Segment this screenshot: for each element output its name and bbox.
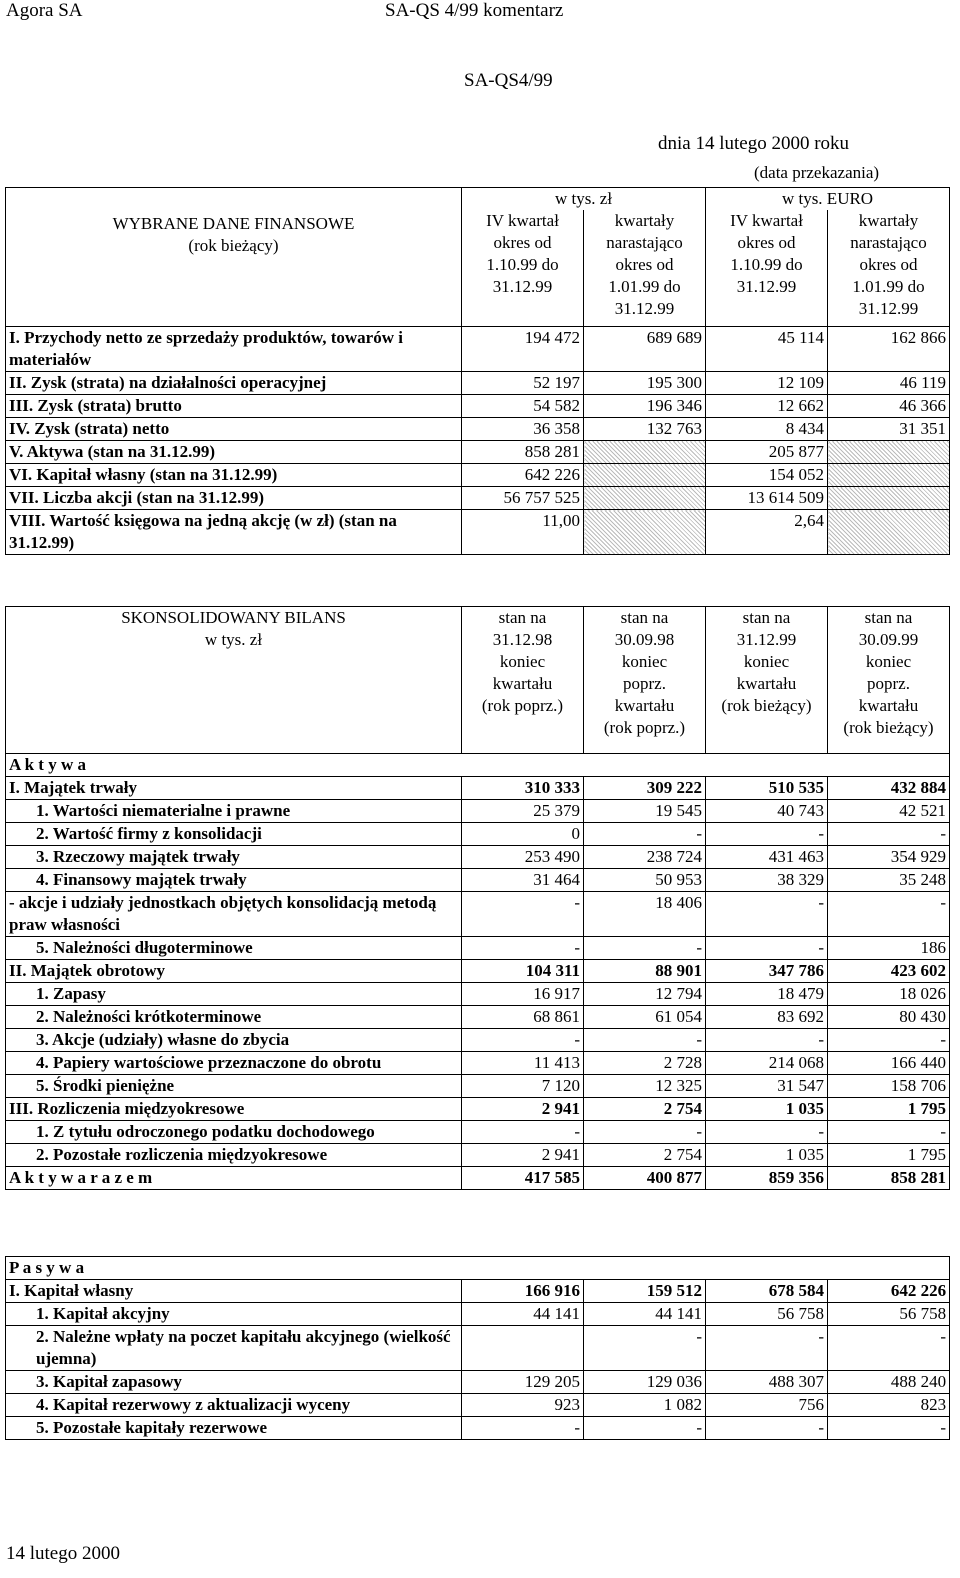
row-label: V. Aktywa (stan na 31.12.99) [6, 441, 462, 464]
col-header-quarter-pln [462, 210, 584, 327]
row-value: 205 877 [706, 441, 828, 464]
row-value: - [584, 1417, 706, 1440]
fin-subtitle: (rok bieżący) [188, 236, 279, 255]
row-value: 129 036 [584, 1371, 706, 1394]
row-value: 44 141 [462, 1303, 584, 1326]
liabilities-heading-row [6, 1257, 950, 1280]
col-header-line: poprz. [623, 674, 666, 693]
row-value: 417 585 [462, 1167, 584, 1190]
row-value: 11,00 [462, 510, 584, 555]
row-label: 2. Pozostałe rozliczenia międzyokresowe [6, 1144, 462, 1167]
col-header-line: stan na [498, 608, 547, 627]
section-heading: P a s y w a [6, 1257, 950, 1280]
row-value: 38 329 [706, 869, 828, 892]
row-value: 46 366 [828, 395, 950, 418]
row-value: - [828, 1417, 950, 1440]
row-value: 678 584 [706, 1280, 828, 1303]
col-header-line: 31.12.99 [492, 277, 553, 296]
row-value: 196 346 [584, 395, 706, 418]
row-value: 423 602 [828, 960, 950, 983]
balance-title: SKONSOLIDOWANY BILANS [121, 608, 346, 627]
footer-date: 14 lutego 2000 [6, 1543, 120, 1564]
row-label: 1. Kapitał akcyjny [6, 1303, 462, 1326]
row-value: 488 240 [828, 1371, 950, 1394]
row-value: 253 490 [462, 846, 584, 869]
row-value: 1 795 [828, 1098, 950, 1121]
col-header-line: IV kwartał [730, 211, 803, 230]
table-row [6, 1052, 950, 1075]
table-row [6, 1098, 950, 1121]
table-row [6, 823, 950, 846]
row-value: 642 226 [462, 464, 584, 487]
row-value: 166 440 [828, 1052, 950, 1075]
row-value: 823 [828, 1394, 950, 1417]
row-value: - [462, 937, 584, 960]
row-value: 25 379 [462, 800, 584, 823]
col-header-line: 1.10.99 do [730, 255, 803, 274]
row-label: 1. Zapasy [6, 983, 462, 1006]
table-row [6, 1394, 950, 1417]
row-value: 2 941 [462, 1098, 584, 1121]
col-header-line: koniec [499, 652, 546, 671]
col-header-line: okres od [737, 233, 796, 252]
row-label: 1. Z tytułu odroczonego podatku dochodowego [6, 1121, 462, 1144]
row-value: - [706, 1326, 828, 1371]
row-value: 2 941 [462, 1144, 584, 1167]
row-value: 56 757 525 [462, 487, 584, 510]
row-value: 510 535 [706, 777, 828, 800]
col-header-line: okres od [615, 255, 674, 274]
row-value: - [706, 823, 828, 846]
col-header-line: kwartały [858, 211, 919, 230]
table-row [6, 1144, 950, 1167]
row-label: II. Zysk (strata) na działalności operacyjnej [6, 372, 462, 395]
table-row [6, 800, 950, 823]
row-value: 488 307 [706, 1371, 828, 1394]
row-value: 44 141 [584, 1303, 706, 1326]
row-value: 56 758 [828, 1303, 950, 1326]
row-value: - [706, 1417, 828, 1440]
row-value: 159 512 [584, 1280, 706, 1303]
col-header-line: stan na [742, 608, 791, 627]
col-header-line: 31.12.99 [736, 630, 797, 649]
row-value: 158 706 [828, 1075, 950, 1098]
row-value: 31 464 [462, 869, 584, 892]
hatched-empty-cell [584, 464, 706, 487]
row-value: 54 582 [462, 395, 584, 418]
row-value: 31 547 [706, 1075, 828, 1098]
row-value: 18 406 [584, 892, 706, 937]
col-header-line: stan na [864, 608, 913, 627]
section-heading: A k t y w a [6, 754, 950, 777]
table-row [6, 327, 950, 372]
row-label: 5. Należności długoterminowe [6, 937, 462, 960]
row-label: 3. Akcje (udziały) własne do zbycia [6, 1029, 462, 1052]
row-label: 1. Wartości niematerialne i prawne [6, 800, 462, 823]
col-header-line: koniec [621, 652, 668, 671]
table-row [6, 464, 950, 487]
row-value: 16 917 [462, 983, 584, 1006]
balance-subtitle: w tys. zł [204, 630, 263, 649]
hatched-empty-cell [828, 510, 950, 555]
table-row [6, 1167, 950, 1190]
row-value: 129 205 [462, 1371, 584, 1394]
col-header-line: kwartału [492, 674, 553, 693]
row-value: 2 728 [584, 1052, 706, 1075]
hatched-empty-cell [828, 441, 950, 464]
col-header-line: koniec [743, 652, 790, 671]
row-label: A k t y w a r a z e m [6, 1167, 462, 1190]
document-reference: SA-QS 4/99 komentarz [385, 0, 564, 21]
row-value [462, 1326, 584, 1371]
row-label: VII. Liczba akcji (stan na 31.12.99) [6, 487, 462, 510]
row-value: 859 356 [706, 1167, 828, 1190]
table-row [6, 1121, 950, 1144]
table-row [6, 418, 950, 441]
row-value: 19 545 [584, 800, 706, 823]
col-header-line: okres od [859, 255, 918, 274]
table-row [6, 1303, 950, 1326]
row-value: - [828, 1121, 950, 1144]
row-value: 18 479 [706, 983, 828, 1006]
row-value: 13 614 509 [706, 487, 828, 510]
submission-date: dnia 14 lutego 2000 roku [658, 133, 850, 154]
submission-date-note: (data przekazania) [754, 163, 880, 182]
row-value: 354 929 [828, 846, 950, 869]
col-header-cumulative-eur [828, 210, 950, 327]
col-header-line: koniec [865, 652, 912, 671]
row-label: II. Majątek obrotowy [6, 960, 462, 983]
row-value: 8 434 [706, 418, 828, 441]
hatched-empty-cell [828, 464, 950, 487]
hatched-empty-cell [828, 487, 950, 510]
balance-title-cell [6, 607, 462, 754]
hatched-empty-cell [584, 441, 706, 464]
fin-title-cell [6, 188, 462, 327]
row-value: 1 795 [828, 1144, 950, 1167]
row-value: 309 222 [584, 777, 706, 800]
col-header-line: 31.12.99 [858, 299, 919, 318]
row-value: 50 953 [584, 869, 706, 892]
row-value: - [828, 1326, 950, 1371]
row-value: 52 197 [462, 372, 584, 395]
row-value: 35 248 [828, 869, 950, 892]
table-row [6, 983, 950, 1006]
row-label: 4. Finansowy majątek trwały [6, 869, 462, 892]
col-header-cumulative-pln [584, 210, 706, 327]
row-value: 11 413 [462, 1052, 584, 1075]
row-value: 2 754 [584, 1098, 706, 1121]
row-label: 2. Wartość firmy z konsolidacji [6, 823, 462, 846]
table-row [6, 487, 950, 510]
row-value: - [706, 892, 828, 937]
table-row [6, 869, 950, 892]
row-label: III. Rozliczenia międzyokresowe [6, 1098, 462, 1121]
col-header-line: 31.12.99 [614, 299, 675, 318]
fin-title: WYBRANE DANE FINANSOWE [112, 214, 355, 233]
row-value: 2 754 [584, 1144, 706, 1167]
row-value: 40 743 [706, 800, 828, 823]
table-row [6, 1280, 950, 1303]
row-label: I. Kapitał własny [6, 1280, 462, 1303]
col-header-line: 31.12.99 [736, 277, 797, 296]
table-row [6, 1326, 950, 1371]
row-value: - [828, 1029, 950, 1052]
row-label: 3. Rzeczowy majątek trwały [6, 846, 462, 869]
row-value: 80 430 [828, 1006, 950, 1029]
row-label: I. Przychody netto ze sprzedaży produktów, towarów i materiałów [6, 327, 462, 372]
table-row [6, 1417, 950, 1440]
row-label: III. Zysk (strata) brutto [6, 395, 462, 418]
row-value: 310 333 [462, 777, 584, 800]
table-row [6, 1371, 950, 1394]
row-value: - [584, 1121, 706, 1144]
table-row [6, 510, 950, 555]
col-header-line: 1.10.99 do [486, 255, 559, 274]
financial-summary-table [5, 187, 950, 555]
row-value: 7 120 [462, 1075, 584, 1098]
col-header-line: kwartału [614, 696, 675, 715]
table-row [6, 395, 950, 418]
col-header-line: stan na [620, 608, 669, 627]
row-value: 83 692 [706, 1006, 828, 1029]
row-value: - [462, 1121, 584, 1144]
table-row [6, 960, 950, 983]
hatched-empty-cell [584, 487, 706, 510]
table-row [6, 777, 950, 800]
row-value: 186 [828, 937, 950, 960]
col-header-line: (rok poprz.) [481, 696, 564, 715]
col-header-line: kwartały [614, 211, 675, 230]
row-value: 162 866 [828, 327, 950, 372]
currency-eur-header: w tys. EURO [706, 188, 950, 211]
row-value: - [584, 1029, 706, 1052]
col-header-31-12-98 [462, 607, 584, 754]
row-value: - [828, 823, 950, 846]
col-header-line: IV kwartał [486, 211, 559, 230]
row-label: 3. Kapitał zapasowy [6, 1371, 462, 1394]
row-value: 68 861 [462, 1006, 584, 1029]
table-row [6, 1029, 950, 1052]
row-value: 756 [706, 1394, 828, 1417]
col-header-line: 1.01.99 do [608, 277, 681, 296]
row-value: 132 763 [584, 418, 706, 441]
row-value: 1 035 [706, 1144, 828, 1167]
row-value: 42 521 [828, 800, 950, 823]
col-header-line: kwartału [736, 674, 797, 693]
col-header-line: 31.12.98 [492, 630, 553, 649]
row-value: - [828, 892, 950, 937]
col-header-line: 30.09.98 [614, 630, 675, 649]
row-value: 858 281 [462, 441, 584, 464]
col-header-line: narastająco [606, 233, 683, 252]
row-value: 1 082 [584, 1394, 706, 1417]
table-row [6, 846, 950, 869]
row-value: 56 758 [706, 1303, 828, 1326]
row-value: - [706, 1121, 828, 1144]
row-value: 12 662 [706, 395, 828, 418]
balance-sheet-table [5, 606, 950, 1190]
row-label: 5. Środki pieniężne [6, 1075, 462, 1098]
table-row [6, 937, 950, 960]
row-value: - [706, 1029, 828, 1052]
currency-pln-header: w tys. zł [462, 188, 706, 211]
row-value: - [706, 937, 828, 960]
col-header-line: 1.01.99 do [852, 277, 925, 296]
col-header-line: kwartału [858, 696, 919, 715]
table-row [6, 441, 950, 464]
row-value: 689 689 [584, 327, 706, 372]
row-value: 858 281 [828, 1167, 950, 1190]
row-value: 195 300 [584, 372, 706, 395]
table-row [6, 1075, 950, 1098]
row-label: 5. Pozostałe kapitały rezerwowe [6, 1417, 462, 1440]
row-value: - [584, 1326, 706, 1371]
row-value: 2,64 [706, 510, 828, 555]
row-value: 61 054 [584, 1006, 706, 1029]
row-value: - [462, 892, 584, 937]
row-label: 2. Należne wpłaty na poczet kapitału akcyjnego (wielkość ujemna) [6, 1326, 462, 1371]
col-header-line: narastająco [850, 233, 927, 252]
row-value: 238 724 [584, 846, 706, 869]
col-header-quarter-eur [706, 210, 828, 327]
row-label: IV. Zysk (strata) netto [6, 418, 462, 441]
col-header-31-12-99 [706, 607, 828, 754]
row-value: 45 114 [706, 327, 828, 372]
row-label: VI. Kapitał własny (stan na 31.12.99) [6, 464, 462, 487]
row-value: 12 109 [706, 372, 828, 395]
row-label: VIII. Wartość księgowa na jedną akcję (w zł) (stan na 31.12.99) [6, 510, 462, 555]
row-value: 46 119 [828, 372, 950, 395]
table-row [6, 372, 950, 395]
liabilities-table [5, 1256, 950, 1440]
assets-heading-row [6, 754, 950, 777]
row-label: 4. Kapitał rezerwowy z aktualizacji wyceny [6, 1394, 462, 1417]
col-header-30-09-99 [828, 607, 950, 754]
col-header-line: (rok poprz.) [603, 718, 686, 737]
table-row [6, 892, 950, 937]
row-value: 88 901 [584, 960, 706, 983]
row-label: - akcje i udziały jednostkach objętych konsolidacją metodą praw własności [6, 892, 462, 937]
row-value: 166 916 [462, 1280, 584, 1303]
col-header-line: poprz. [867, 674, 910, 693]
row-value: 642 226 [828, 1280, 950, 1303]
row-value: 12 325 [584, 1075, 706, 1098]
row-value: 18 026 [828, 983, 950, 1006]
row-value: 104 311 [462, 960, 584, 983]
row-value: - [584, 823, 706, 846]
row-value: 432 884 [828, 777, 950, 800]
row-label: I. Majątek trwały [6, 777, 462, 800]
row-label: 4. Papiery wartościowe przeznaczone do obrotu [6, 1052, 462, 1075]
row-value: 194 472 [462, 327, 584, 372]
col-header-30-09-98 [584, 607, 706, 754]
table-row [6, 1006, 950, 1029]
row-value: 12 794 [584, 983, 706, 1006]
row-value: - [584, 937, 706, 960]
col-header-line: (rok bieżący) [843, 718, 934, 737]
col-header-line: (rok bieżący) [721, 696, 812, 715]
row-value: 400 877 [584, 1167, 706, 1190]
col-header-line: 30.09.99 [858, 630, 919, 649]
row-value: 154 052 [706, 464, 828, 487]
row-label: 2. Należności krótkoterminowe [6, 1006, 462, 1029]
row-value: 31 351 [828, 418, 950, 441]
row-value: 347 786 [706, 960, 828, 983]
row-value: 36 358 [462, 418, 584, 441]
col-header-line: okres od [493, 233, 552, 252]
row-value: 923 [462, 1394, 584, 1417]
row-value: 431 463 [706, 846, 828, 869]
company-name: Agora SA [6, 0, 83, 21]
row-value: 1 035 [706, 1098, 828, 1121]
hatched-empty-cell [584, 510, 706, 555]
row-value: 0 [462, 823, 584, 846]
row-value: - [462, 1029, 584, 1052]
row-value: - [462, 1417, 584, 1440]
row-value: 214 068 [706, 1052, 828, 1075]
document-title: SA-QS4/99 [464, 70, 553, 91]
